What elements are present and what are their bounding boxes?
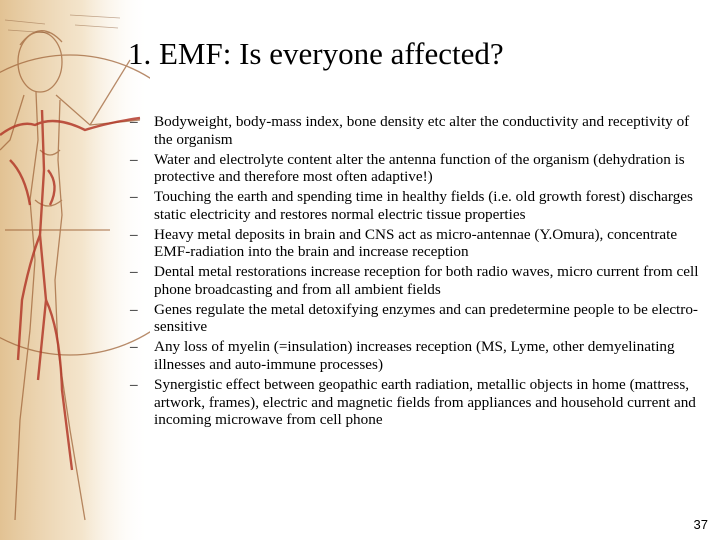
bullet-text: Any loss of myelin (=insulation) increases reception (MS, Lyme, other demyelinating illnesses and auto-immune processes) <box>154 338 675 374</box>
bullet-dash: – <box>130 150 138 168</box>
bullet-item <box>130 301 708 336</box>
bullet-item <box>130 226 708 261</box>
bullet-text: Touching the earth and spending time in healthy fields (i.e. old growth forest) discharges static electricity and restores normal electric tissue properties <box>154 188 693 223</box>
bullet-item <box>130 113 708 148</box>
bullet-text: Synergistic effect between geopathic earth radiation, metallic objects in home (mattress, artwork, frames), electric and magnetic fields from appliances and household current and incoming microwave from cell phone <box>154 376 696 429</box>
bullet-text: Heavy metal deposits in brain and CNS act as micro-antennae (Y.Omura), concentrate EMF-radiation into the brain and increase reception <box>154 225 678 261</box>
bullet-list <box>130 113 708 431</box>
bullet-text: Water and electrolyte content alter the antenna function of the organism (dehydration is protective and therefore most often adaptive!) <box>154 150 685 186</box>
bullet-dash: – <box>130 338 138 356</box>
bullet-dash: – <box>130 188 138 206</box>
bullet-dash: – <box>130 225 138 243</box>
bullet-text: Dental metal restorations increase reception for both radio waves, micro current from cell phone broadcasting and from all ambient fields <box>154 263 699 298</box>
bullet-text: Genes regulate the metal detoxifying enzymes and can predetermine people to be electro-sensitive <box>154 300 698 336</box>
bullet-dash: – <box>130 263 138 281</box>
bullet-text: Bodyweight, body-mass index, bone density etc alter the conductivity and receptivity of the organism <box>154 113 690 148</box>
vitruvian-sketch-decoration <box>0 0 150 540</box>
bullet-dash: – <box>130 300 138 318</box>
page-number: 37 <box>693 517 708 532</box>
bullet-dash: – <box>130 113 138 130</box>
slide-title: 1. EMF: Is everyone affected? <box>128 36 504 71</box>
bullet-item <box>130 188 708 223</box>
bullet-item <box>130 263 708 298</box>
bullet-item <box>130 151 708 186</box>
bullet-item <box>130 376 708 429</box>
bullet-dash: – <box>130 376 138 394</box>
bullet-item <box>130 338 708 373</box>
